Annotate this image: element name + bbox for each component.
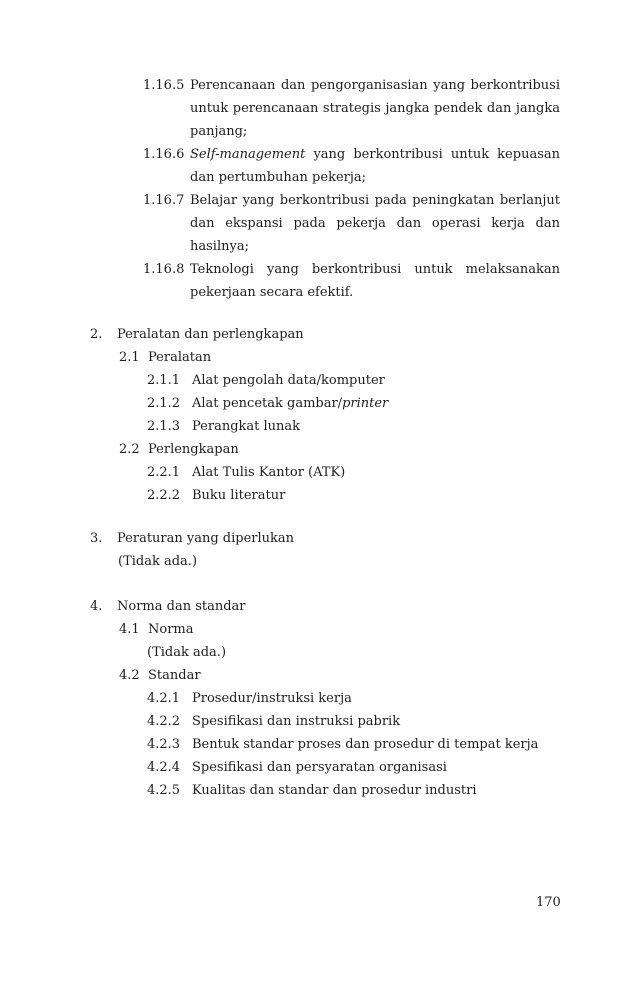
list-item (143, 74, 560, 143)
section-heading (90, 323, 636, 346)
subsection-title: Perlengkapan (148, 442, 239, 457)
subsection-number: 2.1 (119, 350, 140, 365)
list-item (147, 369, 636, 392)
section-peraturan (0, 527, 636, 573)
item-number: 1.16.7 (143, 193, 185, 208)
list-item (147, 710, 636, 733)
list-item (147, 484, 636, 507)
list-item (143, 189, 560, 258)
item-text: Spesifikasi dan persyaratan organisasi (192, 760, 447, 775)
item-text: Prosedur/instruksi kerja (192, 691, 352, 706)
subsection-number: 4.1 (119, 622, 140, 637)
item-text: Alat pengolah data/komputer (192, 373, 385, 388)
section-number: 3. (90, 531, 103, 546)
subsection-heading (119, 664, 636, 687)
item-text: Perangkat lunak (192, 419, 301, 434)
section-heading (90, 595, 636, 618)
item-number: 2.2.1 (147, 465, 181, 480)
list-item (147, 461, 636, 484)
item-text: Bentuk standar proses dan prosedur di tempat kerja (192, 737, 539, 752)
item-text: Belajar yang berkontribusi pada peningkatan berlanjut dan ekspansi pada pekerja dan operasi kerja dan hasilnya; (190, 193, 560, 254)
subsection-number: 2.2 (119, 442, 140, 457)
item-number: 4.2.1 (147, 691, 181, 706)
item-number: 4.2.2 (147, 714, 181, 729)
section-title: Peraturan yang diperlukan (117, 531, 295, 546)
list-item (147, 756, 636, 779)
item-text-italic: printer (342, 396, 389, 411)
item-number: 2.1.2 (147, 396, 181, 411)
list-item (147, 415, 636, 438)
item-text: Spesifikasi dan instruksi pabrik (192, 714, 401, 729)
section-norma-standar (0, 595, 636, 802)
subsection-heading (119, 618, 636, 641)
page-number: 170 (536, 895, 561, 910)
section-number: 2. (90, 327, 103, 342)
subsection-title: Standar (148, 668, 201, 683)
item-number: 1.16.5 (143, 78, 185, 93)
section-title: Norma dan standar (117, 599, 246, 614)
item-text: Kualitas dan standar dan prosedur industri (192, 783, 477, 798)
item-number: 2.1.1 (147, 373, 181, 388)
item-number: 1.16.6 (143, 147, 185, 162)
item-number: 4.2.3 (147, 737, 181, 752)
subsection-title: Peralatan (148, 350, 212, 365)
item-text: Teknologi yang berkontribusi untuk melaksanakan pekerjaan secara efektif. (190, 262, 560, 300)
subsection-note: (Tidak ada.) (147, 645, 227, 660)
item-number: 4.2.5 (147, 783, 181, 798)
item-text (190, 143, 560, 189)
item-number: 2.1.3 (147, 419, 181, 434)
section-number: 4. (90, 599, 103, 614)
list-item (143, 258, 560, 304)
item-text-rest: yang berkontribusi untuk kepuasan dan pertumbuhan pekerja; (190, 147, 560, 185)
section-heading (90, 527, 636, 550)
section-title: Peralatan dan perlengkapan (117, 327, 304, 342)
subsection-heading (119, 438, 636, 461)
list-item (147, 392, 636, 415)
section-peralatan (0, 323, 636, 507)
subsection-number: 4.2 (119, 668, 140, 683)
item-text (192, 392, 636, 415)
item-text-pre: Alat pencetak gambar/ (192, 396, 343, 411)
item-number: 2.2.2 (147, 488, 181, 503)
item-text: Perencanaan dan pengorganisasian yang berkontribusi untuk perencanaan strategis jangka pendek dan jangka panjang; (190, 78, 560, 139)
item-text: Buku literatur (192, 488, 286, 503)
section-note: (Tidak ada.) (118, 554, 198, 569)
item-text-italic: Self-management (190, 147, 306, 162)
subsection-title: Norma (148, 622, 194, 637)
item-text: Alat Tulis Kantor (ATK) (192, 465, 346, 480)
list-item (147, 733, 636, 756)
list-item (147, 687, 636, 710)
item-number: 4.2.4 (147, 760, 181, 775)
list-item (143, 143, 560, 189)
item-number: 1.16.8 (143, 262, 185, 277)
subsection-heading (119, 346, 636, 369)
list-item (147, 779, 636, 802)
